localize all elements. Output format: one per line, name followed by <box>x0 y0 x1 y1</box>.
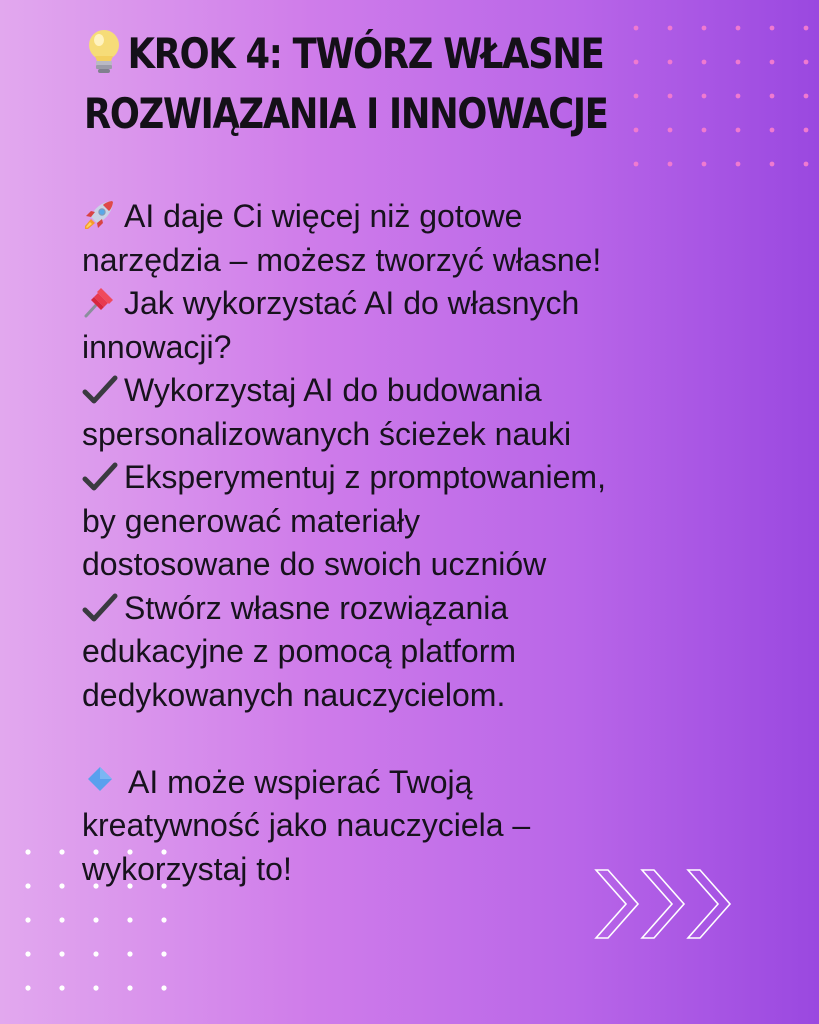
top-right-dot-grid <box>622 12 812 182</box>
check-mark-icon <box>82 460 118 494</box>
decorative-dot <box>634 60 639 65</box>
decorative-dot <box>668 26 673 31</box>
decorative-dot <box>59 985 64 990</box>
decorative-dot <box>93 951 98 956</box>
title-line-1: KROK 4: TWÓRZ WŁASNE <box>84 24 605 84</box>
spacer <box>82 717 782 761</box>
summary-line-1: AI może wspierać Twoją <box>82 761 782 805</box>
triple-chevron-right-icon <box>594 866 740 942</box>
check-mark-icon <box>82 591 118 625</box>
decorative-dot <box>668 94 673 99</box>
decorative-dot <box>804 128 809 133</box>
check-item-3-line-3: dedykowanych nauczycielom. <box>82 676 506 713</box>
decorative-dot <box>93 985 98 990</box>
decorative-dot <box>736 26 741 31</box>
decorative-dot <box>59 849 64 854</box>
check-item-1-line-2: spersonalizowanych ścieżek nauki <box>82 415 572 452</box>
decorative-dot <box>127 917 132 922</box>
question-line-1: Jak wykorzystać AI do własnych <box>82 282 782 326</box>
decorative-dot <box>804 94 809 99</box>
summary-line-2: kreatywność jako nauczyciela – <box>82 807 531 843</box>
check-item-3-line-2: edukacyjne z pomocą platform <box>82 633 516 669</box>
light-bulb-icon <box>84 28 124 76</box>
decorative-dot <box>93 917 98 922</box>
decorative-dot <box>634 26 639 31</box>
decorative-dot <box>25 985 30 990</box>
decorative-dot <box>25 849 30 854</box>
decorative-dot <box>702 60 707 65</box>
decorative-dot <box>770 162 775 167</box>
decorative-dot <box>736 128 741 133</box>
pushpin-icon <box>82 285 116 319</box>
decorative-dot <box>634 162 639 167</box>
decorative-dot <box>161 951 166 956</box>
body-content <box>82 195 782 891</box>
dot-grid-pink <box>634 26 809 167</box>
decorative-dot <box>161 985 166 990</box>
decorative-dot <box>25 883 30 888</box>
check-item-2-line-3: dostosowane do swoich uczniów <box>82 546 547 582</box>
decorative-dot <box>161 917 166 922</box>
decorative-dot <box>770 26 775 31</box>
check-item-1-line-1: Wykorzystaj AI do budowania <box>82 369 782 413</box>
decorative-dot <box>804 162 809 167</box>
decorative-dot <box>668 162 673 167</box>
decorative-dot <box>668 128 673 133</box>
decorative-dot <box>804 60 809 65</box>
intro-line-2: narzędzia – możesz tworzyć własne! <box>82 241 602 278</box>
decorative-dot <box>702 162 707 167</box>
rocket-icon <box>82 198 116 232</box>
intro-line-1: AI daje Ci więcej niż gotowe <box>82 195 782 239</box>
decorative-dot <box>25 951 30 956</box>
decorative-dot <box>59 883 64 888</box>
decorative-dot <box>634 94 639 99</box>
decorative-dot <box>127 951 132 956</box>
decorative-dot <box>59 917 64 922</box>
decorative-dot <box>770 60 775 65</box>
decorative-dot <box>702 94 707 99</box>
title-line-2: ROZWIĄZANIA I INNOWACJE <box>84 89 608 138</box>
decorative-dot <box>804 26 809 31</box>
decorative-dot <box>770 128 775 133</box>
decorative-dot <box>702 128 707 133</box>
decorative-dot <box>702 26 707 31</box>
decorative-dot <box>634 128 639 133</box>
check-item-3-line-1: Stwórz własne rozwiązania <box>82 587 782 631</box>
decorative-dot <box>127 985 132 990</box>
check-mark-icon <box>82 373 118 407</box>
decorative-dot <box>668 60 673 65</box>
summary-line-3: wykorzystaj to! <box>82 850 292 887</box>
decorative-dot <box>59 951 64 956</box>
decorative-dot <box>736 162 741 167</box>
question-line-2: innowacji? <box>82 328 232 365</box>
decorative-dot <box>736 94 741 99</box>
decorative-dot <box>25 917 30 922</box>
page-title <box>84 24 608 144</box>
blue-diamond-icon <box>86 765 114 793</box>
check-item-2-line-1: Eksperymentuj z promptowaniem, <box>82 456 782 500</box>
decorative-dot <box>736 60 741 65</box>
decorative-dot <box>770 94 775 99</box>
check-item-2-line-2: by generować materiały <box>82 502 420 539</box>
